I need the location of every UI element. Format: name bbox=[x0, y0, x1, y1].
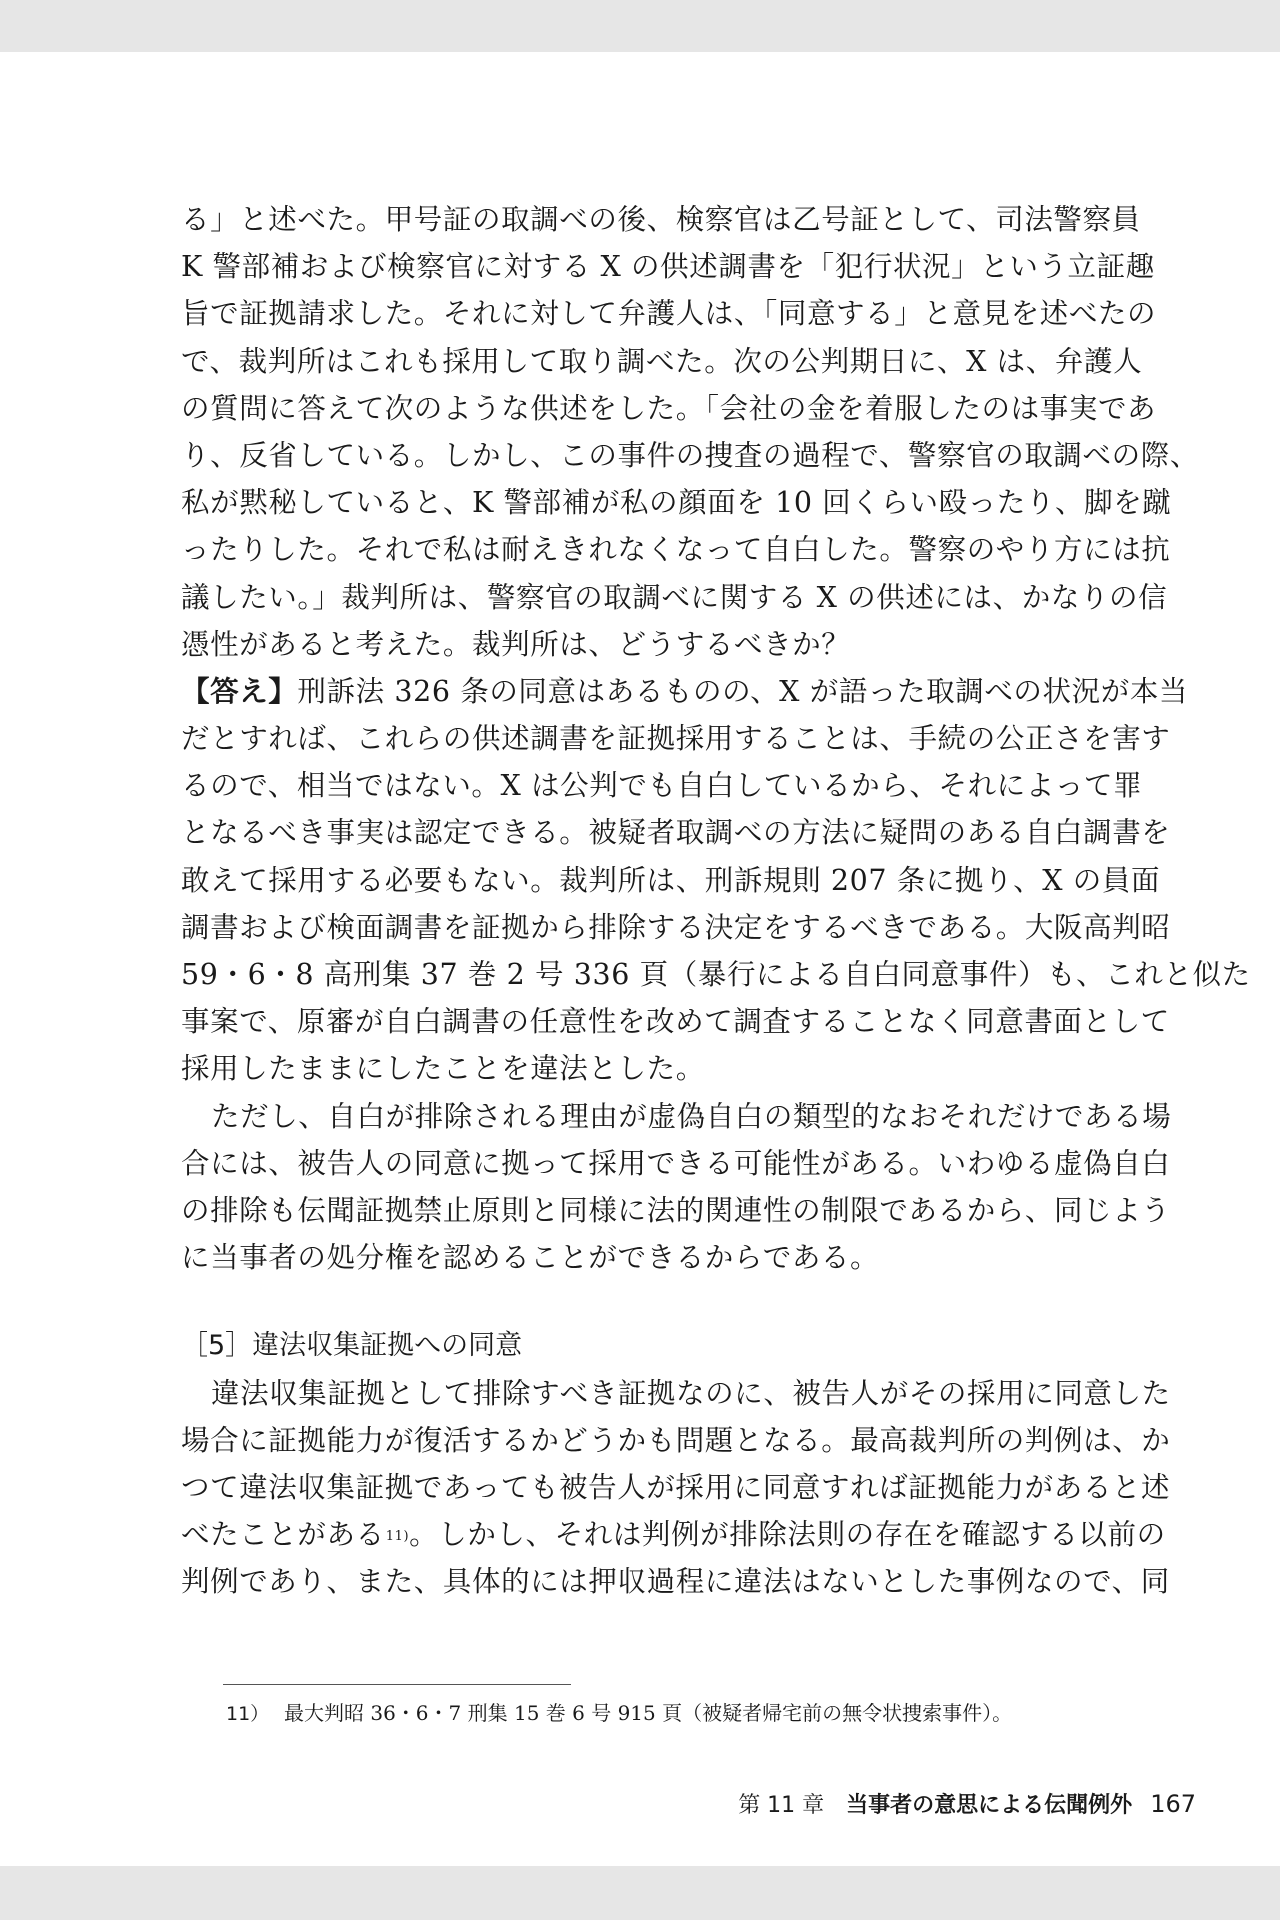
text-line: 旨で証拠請求した。それに対して弁護人は、「同意する」と意見を述べたの bbox=[181, 297, 1157, 331]
text-line: つて違法収集証拠であっても被告人が採用に同意すれば証拠能力があると述 bbox=[181, 1470, 1171, 1504]
text-segment: べたことがある bbox=[181, 1518, 385, 1552]
text-line: 違法収集証拠として排除すべき証拠なのに、被告人がその採用に同意した bbox=[211, 1376, 1171, 1410]
paragraph-false-confession bbox=[181, 1093, 1172, 1282]
text-line: の質問に答えて次のような供述をした。「会社の金を着服したのは事実であ bbox=[181, 391, 1157, 425]
body-text bbox=[181, 196, 1251, 1605]
footnote-text: 最大判昭 36・6・7 刑集 15 巻 6 号 915 頁（被疑者帰宅前の無令状捜索事件）。 bbox=[284, 1701, 1013, 1725]
text-line: 憑性があると考えた。裁判所は、どうするべきか？ bbox=[181, 627, 851, 661]
text-line: だとすれば、これらの供述調書を証拠採用することは、手続の公正さを害す bbox=[181, 722, 1171, 756]
viewer-top-bar bbox=[0, 0, 1280, 52]
paragraph-illegal-evidence bbox=[181, 1370, 1171, 1606]
footnote-divider bbox=[223, 1684, 571, 1685]
text-line: 採用したままにしたことを違法とした。 bbox=[181, 1052, 705, 1086]
text-line: るので、相当ではない。X は公判でも自白しているから、それによって罪 bbox=[181, 769, 1143, 803]
text-line: 59・6・8 高刑集 37 巻 2 号 336 頁（暴行による自白同意事件）も、これと似た bbox=[181, 958, 1251, 991]
text-line: に当事者の処分権を認めることができるからである。 bbox=[181, 1241, 880, 1275]
viewer-bottom-bar bbox=[0, 1866, 1280, 1920]
text-line: ただし、自白が排除される理由が虚偽自白の類型的なおそれだけである場 bbox=[211, 1099, 1172, 1133]
footnote-number: 11） bbox=[226, 1703, 270, 1725]
text-line: で、裁判所はこれも採用して取り調べた。次の公判期日に、X は、弁護人 bbox=[181, 344, 1143, 378]
text-line: K 警部補および検察官に対する X の供述調書を「犯行状況」という立証趣 bbox=[181, 250, 1155, 284]
footnote-reference[interactable]: 11) bbox=[385, 1529, 410, 1545]
text-line: 議したい。」裁判所は、警察官の取調べに関する X の供述には、かなりの信 bbox=[181, 580, 1168, 614]
text-line: り、反省している。しかし、この事件の捜査の過程で、警察官の取調べの際、 bbox=[181, 438, 1199, 472]
footnote bbox=[226, 1698, 1146, 1729]
answer-line-text: 刑訴法 326 条の同意はあるものの、X が語った取調べの状況が本当 bbox=[297, 674, 1189, 708]
paragraph-case-question bbox=[181, 196, 1199, 668]
section-heading: ［5］違法収集証拠への同意 bbox=[181, 1330, 523, 1362]
text-line: となるべき事実は認定できる。被疑者取調べの方法に疑問のある自白調書を bbox=[181, 816, 1171, 850]
text-line: 敢えて採用する必要もない。裁判所は、刑訴規則 207 条に拠り、X の員面 bbox=[181, 863, 1161, 897]
text-line bbox=[181, 1511, 1166, 1558]
text-line: ったりした。それで私は耐えきれなくなって自白した。警察のやり方には抗 bbox=[181, 533, 1171, 567]
text-line bbox=[181, 668, 1189, 715]
text-line: 事案で、原審が自白調書の任意性を改めて調査することなく同意書面として bbox=[181, 1005, 1170, 1039]
text-line: の排除も伝聞証拠禁止原則と同様に法的関連性の制限であるから、同じよう bbox=[181, 1193, 1171, 1227]
text-line: 合には、被告人の同意に拠って採用できる可能性がある。いわゆる虚偽自白 bbox=[181, 1146, 1171, 1180]
text-line: 場合に証拠能力が復活するかどうかも問題となる。最高裁判所の判例は、か bbox=[181, 1423, 1171, 1457]
section-spacer bbox=[181, 1281, 1143, 1322]
book-page bbox=[0, 52, 1280, 1866]
text-line: る」と述べた。甲号証の取調べの後、検察官は乙号証として、司法警察員 bbox=[181, 203, 1141, 236]
chapter-number: 第 11 章 bbox=[738, 1793, 825, 1818]
answer-label: 【答え】 bbox=[181, 674, 298, 708]
running-footer bbox=[738, 1789, 1196, 1821]
text-line: 判例であり、また、具体的には押収過程に違法はないとした事例なので、同 bbox=[181, 1565, 1170, 1599]
text-line: 私が黙秘していると、K 警部補が私の顔面を 10 回くらい殴ったり、脚を蹴 bbox=[181, 486, 1172, 520]
chapter-title: 当事者の意思による伝聞例外 bbox=[846, 1793, 1133, 1818]
text-line: 調書および検面調書を証拠から排除する決定をするべきである。大阪高判昭 bbox=[181, 910, 1171, 944]
paragraph-answer bbox=[181, 668, 1251, 1093]
text-segment: 。しかし、それは判例が排除法則の存在を確認する以前の bbox=[409, 1518, 1166, 1552]
page-number: 167 bbox=[1150, 1790, 1196, 1818]
